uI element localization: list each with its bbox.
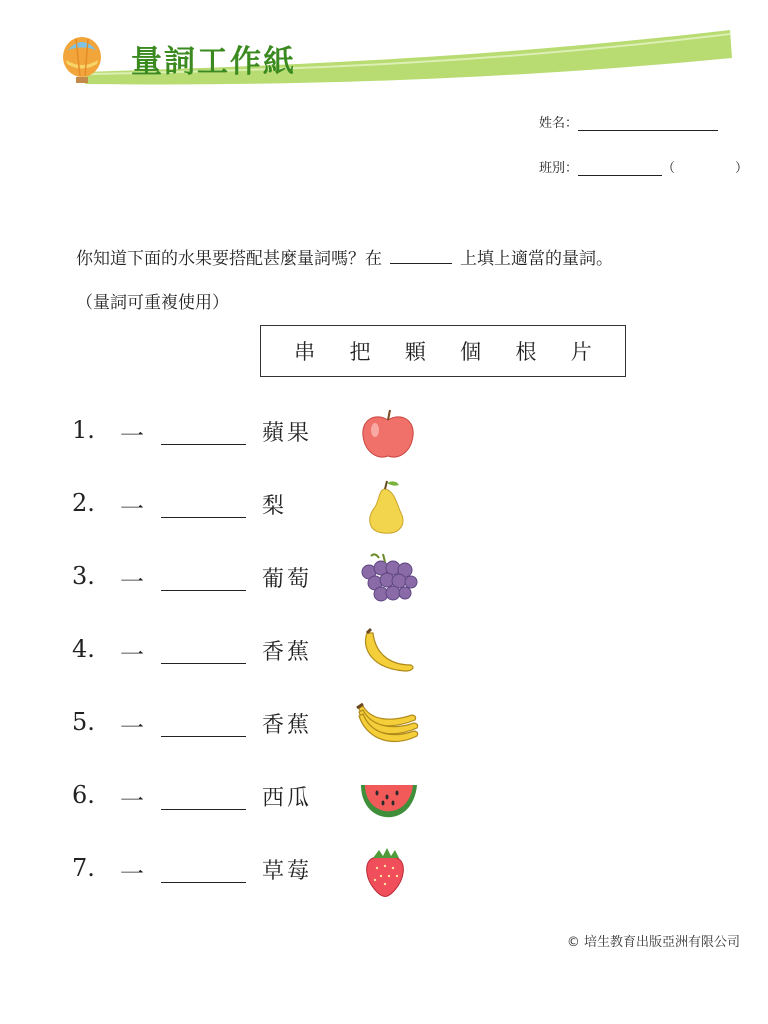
question-number: 2. [72, 489, 95, 517]
header-banner [0, 0, 768, 100]
question-prefix: 一 [120, 641, 144, 669]
word-bank-item: 個 [460, 340, 482, 364]
banana-icon [355, 625, 421, 683]
page-title: 量詞工作紙 [131, 44, 296, 80]
class-number-open: （ [662, 161, 676, 176]
apple-icon [355, 406, 421, 464]
question-prefix: 一 [120, 714, 144, 742]
question-number: 5. [72, 708, 95, 736]
question-number: 4. [72, 635, 95, 663]
instruction-text-end: 上填上適當的量詞。 [460, 249, 613, 269]
word-bank-item: 串 [294, 340, 316, 364]
question-prefix: 一 [120, 495, 144, 523]
fruit-name: 香蕉 [262, 713, 313, 738]
question-row [72, 635, 452, 685]
fruit-name: 草莓 [262, 859, 313, 884]
name-blank[interactable] [578, 116, 718, 131]
fruit-name: 西瓜 [262, 786, 313, 811]
word-bank-item: 顆 [404, 340, 426, 364]
instruction-line-1 [76, 244, 613, 269]
answer-blank[interactable] [161, 444, 246, 445]
answer-blank[interactable] [161, 663, 246, 664]
class-label: 班別： [539, 161, 579, 176]
question-number: 7. [72, 854, 95, 882]
question-row [72, 562, 452, 612]
question-row [72, 781, 452, 831]
fruit-name: 蘋果 [262, 421, 313, 446]
strawberry-icon [355, 844, 421, 902]
word-bank-item: 根 [515, 340, 537, 364]
example-blank [390, 249, 452, 264]
question-number: 3. [72, 562, 95, 590]
grapes-icon [355, 552, 421, 610]
class-number-close: ） [735, 161, 749, 176]
class-field [539, 157, 748, 176]
class-blank[interactable] [578, 161, 662, 176]
word-bank-item: 把 [349, 340, 371, 364]
question-prefix: 一 [120, 422, 144, 450]
question-row [72, 489, 452, 539]
name-field [539, 112, 718, 131]
question-prefix: 一 [120, 860, 144, 888]
copyright-footer: © 培生教育出版亞洲有限公司 [566, 935, 740, 950]
question-number: 6. [72, 781, 95, 809]
question-row [72, 708, 452, 758]
question-row [72, 416, 452, 466]
answer-blank[interactable] [161, 882, 246, 883]
answer-blank[interactable] [161, 590, 246, 591]
banana-bunch-icon [355, 698, 421, 756]
answer-blank[interactable] [161, 809, 246, 810]
question-prefix: 一 [120, 787, 144, 815]
watermelon-icon [355, 771, 421, 829]
question-prefix: 一 [120, 568, 144, 596]
pear-icon [355, 479, 421, 537]
answer-blank[interactable] [161, 517, 246, 518]
instruction-text: 你知道下面的水果要搭配甚麼量詞嗎？在 [76, 249, 382, 269]
fruit-name: 葡萄 [262, 567, 313, 592]
word-bank [260, 325, 626, 377]
instruction-line-2: （量詞可重複使用） [76, 293, 229, 313]
fruit-name: 香蕉 [262, 640, 313, 665]
name-label: 姓名： [539, 116, 579, 131]
fruit-name: 梨 [262, 494, 288, 519]
answer-blank[interactable] [161, 736, 246, 737]
question-number: 1. [72, 416, 95, 444]
word-bank-item: 片 [570, 340, 592, 364]
question-row [72, 854, 452, 904]
